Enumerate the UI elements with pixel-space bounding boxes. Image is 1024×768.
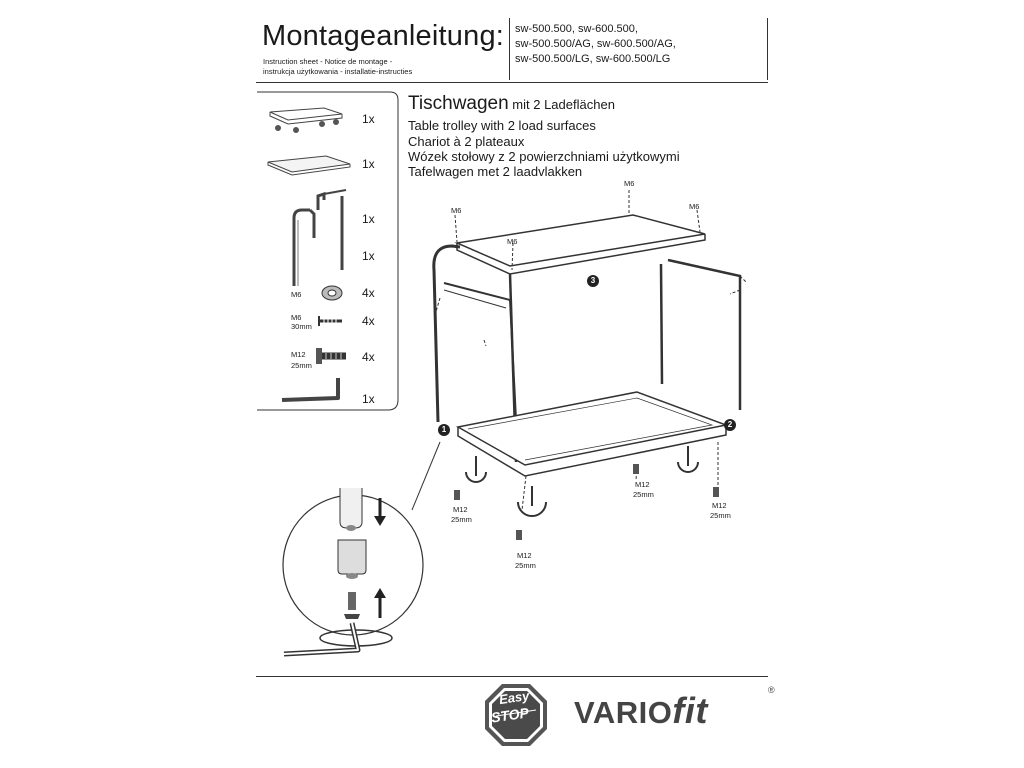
product-title-fr: Chariot à 2 plateaux [408, 134, 525, 149]
model-line-2: sw-500.500/AG, sw-600.500/AG, [515, 38, 676, 50]
m12-bolts-icon [454, 464, 719, 540]
m6-label-2: M6 [624, 179, 635, 188]
footer-rule [256, 676, 768, 677]
part-size-bolt: 25mm [291, 361, 312, 370]
bolt-m12-icon [316, 348, 346, 364]
product-title-de: Tischwagen mit 2 Ladeflächen [408, 93, 615, 114]
variofit-logo: VARIOfit [574, 690, 708, 731]
caster-detail-callout [280, 468, 430, 668]
m12-size-4: 25mm [710, 511, 731, 520]
badge-text-stop: STOP [490, 704, 530, 726]
part-qty-1: 1x [362, 112, 375, 126]
model-line-3: sw-500.500/LG, sw-600.500/LG [515, 53, 671, 65]
m12-label-2: M12 [517, 551, 532, 560]
registered-mark: ® [768, 685, 775, 695]
step-1-marker: 1 [441, 425, 447, 434]
page-title: Montageanleitung: [262, 20, 505, 52]
header-right-divider [767, 18, 768, 80]
part-qty-6: 4x [362, 314, 375, 328]
part-qty-2: 1x [362, 157, 375, 171]
m12-size-3: 25mm [633, 490, 654, 499]
m12-label-3: M12 [635, 480, 650, 489]
screw-m6-icon [318, 316, 342, 326]
step-2-marker: 2 [727, 420, 733, 429]
product-title-nl: Tafelwagen met 2 laadvlakken [408, 164, 583, 179]
badge-text-easy: Easy [498, 687, 531, 708]
product-title-en: Table trolley with 2 load surfaces [408, 118, 596, 133]
part-label-screw: M6 [291, 313, 302, 322]
m6-label-1: M6 [451, 206, 462, 215]
header-divider [509, 18, 510, 80]
part-qty-8: 1x [362, 392, 375, 406]
part-qty-7: 4x [362, 350, 375, 364]
nut-icon [322, 286, 342, 300]
m12-size-1: 25mm [451, 515, 472, 524]
shelf-plate-icon [268, 156, 350, 175]
header-rule [256, 82, 768, 83]
part-label-nut: M6 [291, 290, 302, 299]
trolley-base-icon [270, 108, 342, 133]
subtitle-line-2: instrukcja użytkowania - installatie-instructies [263, 67, 413, 76]
subtitle-line-1: Instruction sheet - Notice de montage - [263, 57, 393, 66]
step-3-marker: 3 [590, 276, 596, 285]
m12-size-2: 25mm [515, 561, 536, 570]
m12-label-4: M12 [712, 501, 727, 510]
m12-label-1: M12 [453, 505, 468, 514]
part-qty-3: 1x [362, 212, 375, 226]
model-line-1: sw-500.500, sw-600.500, [515, 23, 638, 35]
handle-frame-icon [294, 210, 314, 286]
m6-label-3: M6 [689, 202, 700, 211]
part-qty-4: 1x [362, 249, 375, 263]
allen-key-icon [282, 378, 338, 400]
m6-label-4: M6 [507, 237, 518, 246]
upright-bars-icon [318, 190, 346, 270]
part-size-screw: 30mm [291, 322, 312, 331]
part-label-bolt: M12 [291, 350, 306, 359]
part-qty-5: 4x [362, 286, 375, 300]
product-title-pl: Wózek stołowy z 2 powierzchniami użytkowymi [408, 149, 680, 164]
